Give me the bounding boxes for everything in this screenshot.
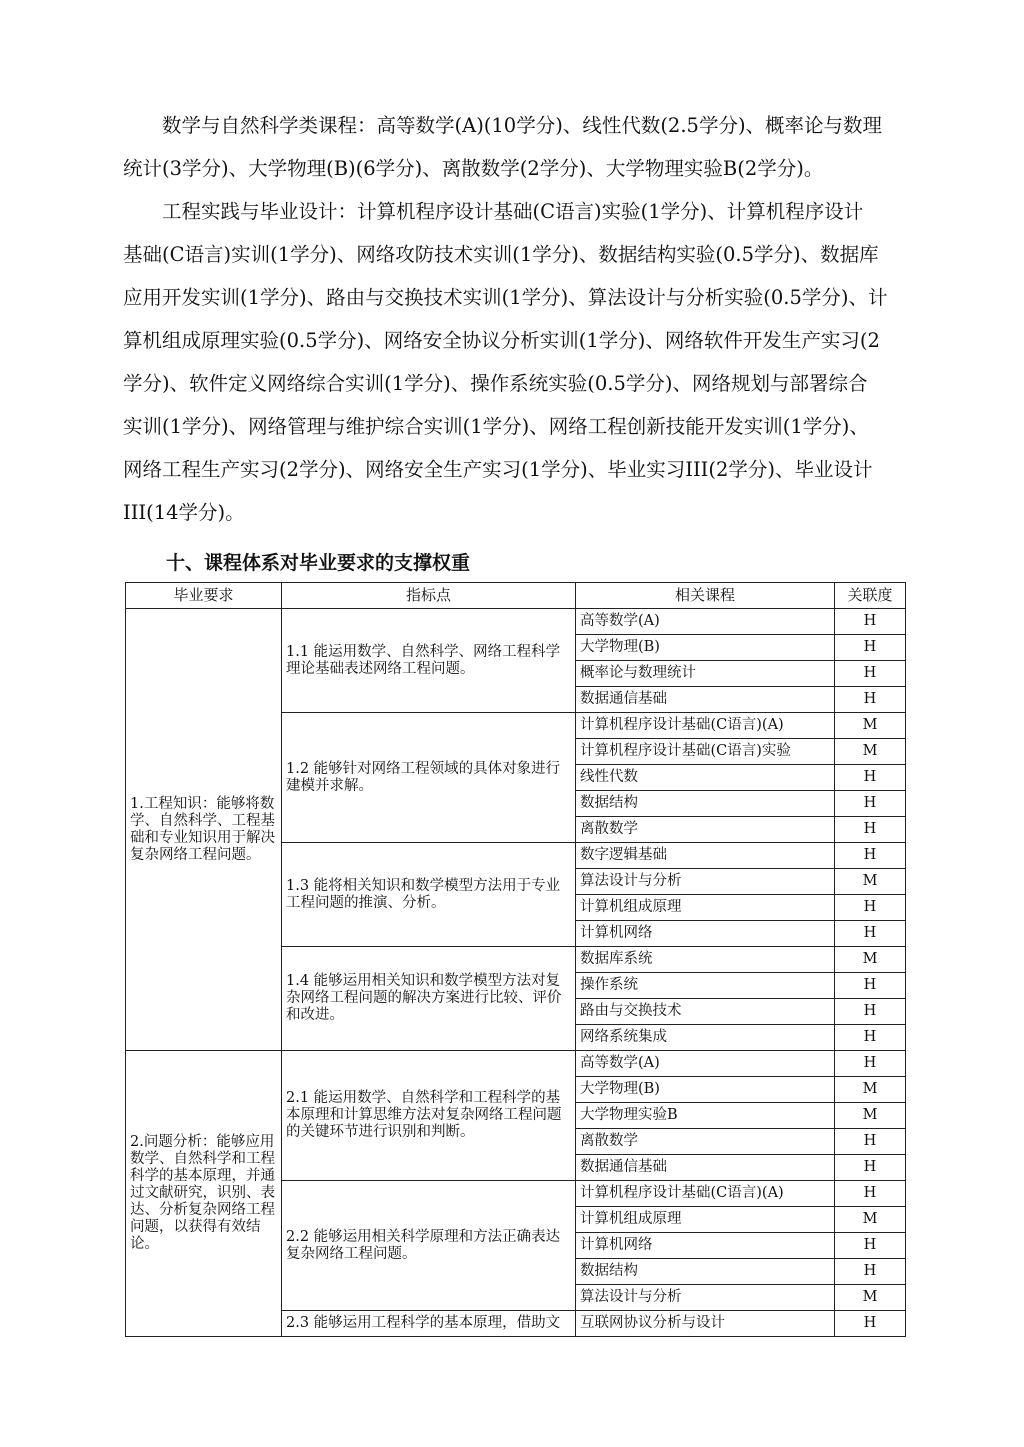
course-cell: 离散数学 (576, 817, 835, 843)
course-cell: 路由与交换技术 (576, 999, 835, 1025)
indicator-cell: 1.2 能够针对网络工程领域的具体对象进行建模并求解。 (282, 713, 576, 843)
correlation-cell: M (835, 1077, 906, 1103)
correlation-cell: M (835, 1103, 906, 1129)
header-correlation: 关联度 (835, 583, 906, 609)
paragraph-line: 应用开发实训(1学分)、路由与交换技术实训(1学分)、算法设计与分析实验(0.5学分)、计 (123, 286, 888, 309)
correlation-cell: H (835, 1181, 906, 1207)
correlation-cell: H (835, 1051, 906, 1077)
course-cell: 数据结构 (576, 1259, 835, 1285)
paragraph-line: 学分)、软件定义网络综合实训(1学分)、操作系统实验(0.5学分)、网络规划与部署综合 (123, 372, 868, 395)
table-row (126, 1051, 906, 1077)
paragraph-line: 工程实践与毕业设计：计算机程序设计基础(C语言)实验(1学分)、计算机程序设计 (123, 200, 864, 223)
course-cell: 数字逻辑基础 (576, 843, 835, 869)
course-cell: 大学物理实验B (576, 1103, 835, 1129)
correlation-cell: H (835, 791, 906, 817)
paragraph-line: 网络工程生产实习(2学分)、网络安全生产实习(1学分)、毕业实习III(2学分)、毕业设计 (123, 458, 873, 481)
correlation-cell: M (835, 1285, 906, 1311)
indicator-cell: 1.4 能够运用相关知识和数学模型方法对复杂网络工程问题的解决方案进行比较、评价和改进。 (282, 947, 576, 1051)
correlation-cell: M (835, 713, 906, 739)
graduation-requirement-cell: 1.工程知识：能够将数学、自然科学、工程基础和专业知识用于解决复杂网络工程问题。 (126, 609, 282, 1051)
course-cell: 计算机程序设计基础(C语言)(A) (576, 713, 835, 739)
support-weight-table (125, 582, 906, 1337)
correlation-cell: H (835, 999, 906, 1025)
indicator-cell: 1.1 能运用数学、自然科学、网络工程科学理论基础表述网络工程问题。 (282, 609, 576, 713)
course-cell: 大学物理(B) (576, 1077, 835, 1103)
course-cell: 数据通信基础 (576, 687, 835, 713)
course-cell: 计算机组成原理 (576, 1207, 835, 1233)
paragraph-line: 基础(C语言)实训(1学分)、网络攻防技术实训(1学分)、数据结构实验(0.5学分)、数据库 (123, 243, 879, 266)
correlation-cell: H (835, 817, 906, 843)
course-cell: 线性代数 (576, 765, 835, 791)
correlation-cell: H (835, 895, 906, 921)
paragraph-engineering-practice (123, 190, 903, 534)
correlation-cell: H (835, 1129, 906, 1155)
correlation-cell: H (835, 609, 906, 635)
correlation-cell: H (835, 1259, 906, 1285)
course-cell: 概率论与数理统计 (576, 661, 835, 687)
table-body (126, 609, 906, 1337)
course-cell: 操作系统 (576, 973, 835, 999)
paragraph-line: 算机组成原理实验(0.5学分)、网络安全协议分析实训(1学分)、网络软件开发生产实习(2 (123, 329, 880, 352)
correlation-cell: H (835, 765, 906, 791)
correlation-cell: M (835, 947, 906, 973)
correlation-cell: H (835, 843, 906, 869)
course-cell: 计算机网络 (576, 921, 835, 947)
correlation-cell: H (835, 1025, 906, 1051)
graduation-requirement-cell: 2.问题分析：能够应用数学、自然科学和工程科学的基本原理，并通过文献研究，识别、表达、分析复杂网络工程问题，以获得有效结论。 (126, 1051, 282, 1337)
correlation-cell: H (835, 687, 906, 713)
correlation-cell: H (835, 973, 906, 999)
header-course: 相关课程 (576, 583, 835, 609)
course-cell: 高等数学(A) (576, 609, 835, 635)
section-title: 十、课程体系对毕业要求的支撑权重 (166, 552, 471, 574)
header-requirement: 毕业要求 (126, 583, 282, 609)
paragraph-line: 统计(3学分)、大学物理(B)(6学分)、离散数学(2学分)、大学物理实验B(2学分)。 (123, 157, 824, 180)
correlation-cell: H (835, 635, 906, 661)
course-cell: 计算机程序设计基础(C语言)(A) (576, 1181, 835, 1207)
table-header-row (126, 583, 906, 609)
correlation-cell: M (835, 1207, 906, 1233)
table-row (126, 609, 906, 635)
course-cell: 计算机组成原理 (576, 895, 835, 921)
indicator-cell: 1.3 能将相关知识和数学模型方法用于专业工程问题的推演、分析。 (282, 843, 576, 947)
course-cell: 算法设计与分析 (576, 1285, 835, 1311)
header-indicator: 指标点 (282, 583, 576, 609)
correlation-cell: H (835, 1233, 906, 1259)
indicator-cell: 2.3 能够运用工程科学的基本原理，借助文 (282, 1311, 576, 1337)
course-cell: 大学物理(B) (576, 635, 835, 661)
paragraph-line: 数学与自然科学类课程：高等数学(A)(10学分)、线性代数(2.5学分)、概率论与数理 (123, 114, 883, 137)
correlation-cell: H (835, 1311, 906, 1337)
paragraph-line: III(14学分)。 (123, 501, 245, 524)
course-cell: 数据结构 (576, 791, 835, 817)
paragraph-line: 实训(1学分)、网络管理与维护综合实训(1学分)、网络工程创新技能开发实训(1学分)、 (123, 415, 869, 438)
correlation-cell: H (835, 921, 906, 947)
course-cell: 高等数学(A) (576, 1051, 835, 1077)
indicator-cell: 2.2 能够运用相关科学原理和方法正确表达复杂网络工程问题。 (282, 1181, 576, 1311)
course-cell: 算法设计与分析 (576, 869, 835, 895)
indicator-cell: 2.1 能运用数学、自然科学和工程科学的基本原理和计算思维方法对复杂网络工程问题的关键环节进行识别和判断。 (282, 1051, 576, 1181)
correlation-cell: H (835, 661, 906, 687)
course-cell: 数据通信基础 (576, 1155, 835, 1181)
correlation-cell: M (835, 869, 906, 895)
course-cell: 网络系统集成 (576, 1025, 835, 1051)
course-cell: 互联网协议分析与设计 (576, 1311, 835, 1337)
correlation-cell: H (835, 1155, 906, 1181)
correlation-cell: M (835, 739, 906, 765)
course-cell: 计算机程序设计基础(C语言)实验 (576, 739, 835, 765)
paragraph-math-science (123, 104, 903, 190)
course-cell: 数据库系统 (576, 947, 835, 973)
course-cell: 离散数学 (576, 1129, 835, 1155)
course-cell: 计算机网络 (576, 1233, 835, 1259)
